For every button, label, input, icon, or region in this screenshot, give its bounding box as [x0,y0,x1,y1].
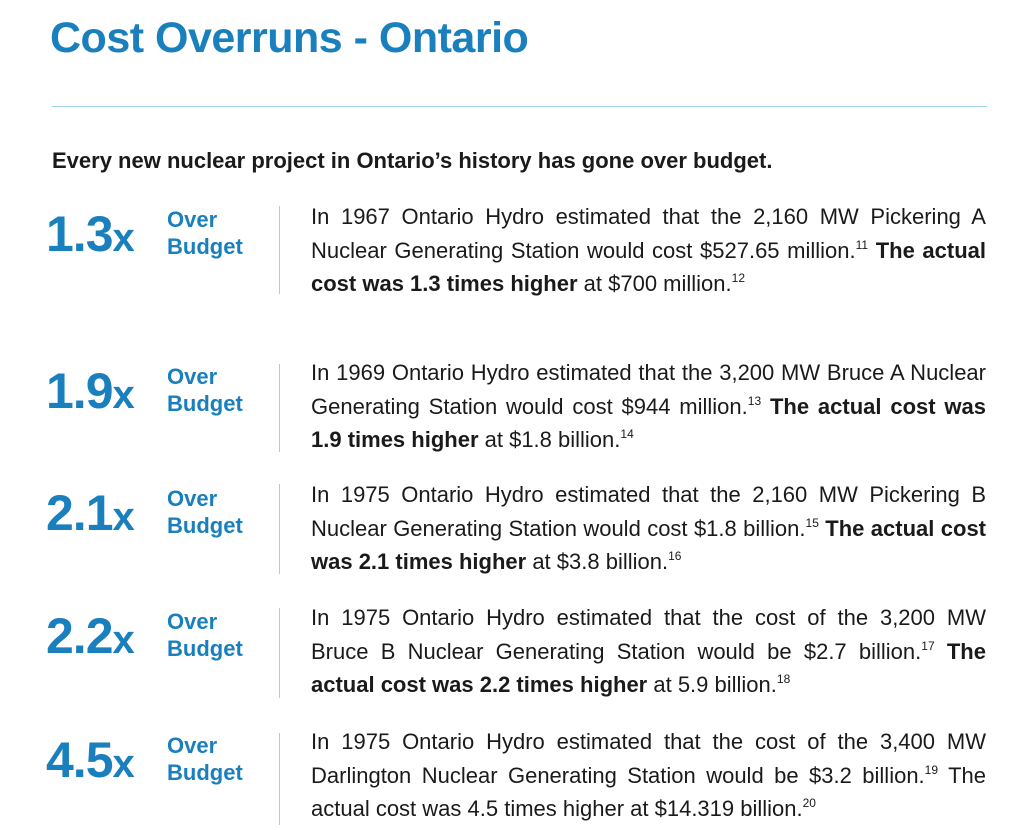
multiplier-value: 1.9x [46,363,134,419]
overrun-badge [46,606,266,676]
over-budget-label: Over Budget [167,609,243,661]
title-divider [52,106,987,107]
footnote-ref: 16 [668,549,682,563]
multiplier-value: 2.1x [46,485,134,541]
over-budget-label: Over Budget [167,733,243,785]
multiplier-value: 4.5x [46,732,134,788]
footnote-ref: 20 [802,796,816,810]
multiplier-unit: x [112,618,134,662]
footnote-ref: 12 [731,271,745,285]
entry-text: In 1969 Ontario Hydro estimated that the 3,200 MW Bruce A Nuclear Generating Station would cost $944 million.$^{13}$ The actual cost was 1.9 times higher at $1.8 billion.$^{14}$ [311,360,986,452]
footnote-ref: 18 [776,672,791,686]
multiplier-unit: x [112,742,134,786]
multiplier-value: 1.3x [46,206,134,262]
footnote-ref: 14 [620,427,634,441]
intro-text: Every new nuclear project in Ontario’s history has gone over budget. [52,148,773,173]
entry-text: In 1975 Ontario Hydro estimated that the cost of the 3,200 MW Bruce B Nuclear Generating Station would be $2.7 billion.$^{17}$ The actual cost was 2.2 times higher at 5.9 billion.$^{18}$ [311,605,986,697]
entry-text: In 1967 Ontario Hydro estimated that the 2,160 MW Pickering A Nuclear Generating Station would cost $527.65 million.$^{11}$ The actual cost was 1.3 times higher at $700 million.$^{12}$ [311,204,986,296]
entry-highlight: The actual cost was 1.3 times higher [311,237,986,296]
footnote-ref: 17 [921,638,935,653]
entry-divider [279,608,280,698]
multiplier-unit: x [112,495,134,539]
entry-divider [279,206,280,294]
entry-highlight: The actual cost was 2.2 times higher [311,638,986,697]
entry-divider [279,364,280,452]
entry-divider [279,733,280,825]
entry-divider [279,484,280,574]
over-budget-label: Over Budget [167,207,243,259]
entry-highlight: The actual cost was 2.1 times higher [311,515,987,574]
multiplier-unit: x [112,216,134,260]
footnote-ref: 15 [805,515,819,530]
footnote-ref: 19 [924,762,939,777]
entry-text: In 1975 Ontario Hydro estimated that the 2,160 MW Pickering B Nuclear Generating Station would cost $1.8 billion.$^{15}$ The actual cost was 2.1 times higher at $3.8 billion.$^{16}$ [311,482,987,574]
page-title: Cost Overruns - Ontario [50,14,529,62]
over-budget-label: Over Budget [167,486,243,538]
footnote-ref: 11 [855,237,869,252]
overrun-badge [46,204,266,274]
entry-highlight: The actual cost was 1.9 times higher [311,393,986,452]
multiplier-unit: x [112,373,134,417]
over-budget-label: Over Budget [167,364,243,416]
entry-text: In 1975 Ontario Hydro estimated that the cost of the 3,400 MW Darlington Nuclear Generating Station would be $3.2 billion.$^{19}$ The actual cost was 4.5 times higher at $14.319 billion.$^{20}$ [311,729,986,821]
overrun-badge [46,361,266,431]
overrun-badge [46,483,266,553]
footnote-ref: 13 [747,393,762,408]
overrun-badge [46,730,266,800]
multiplier-value: 2.2x [46,608,134,664]
